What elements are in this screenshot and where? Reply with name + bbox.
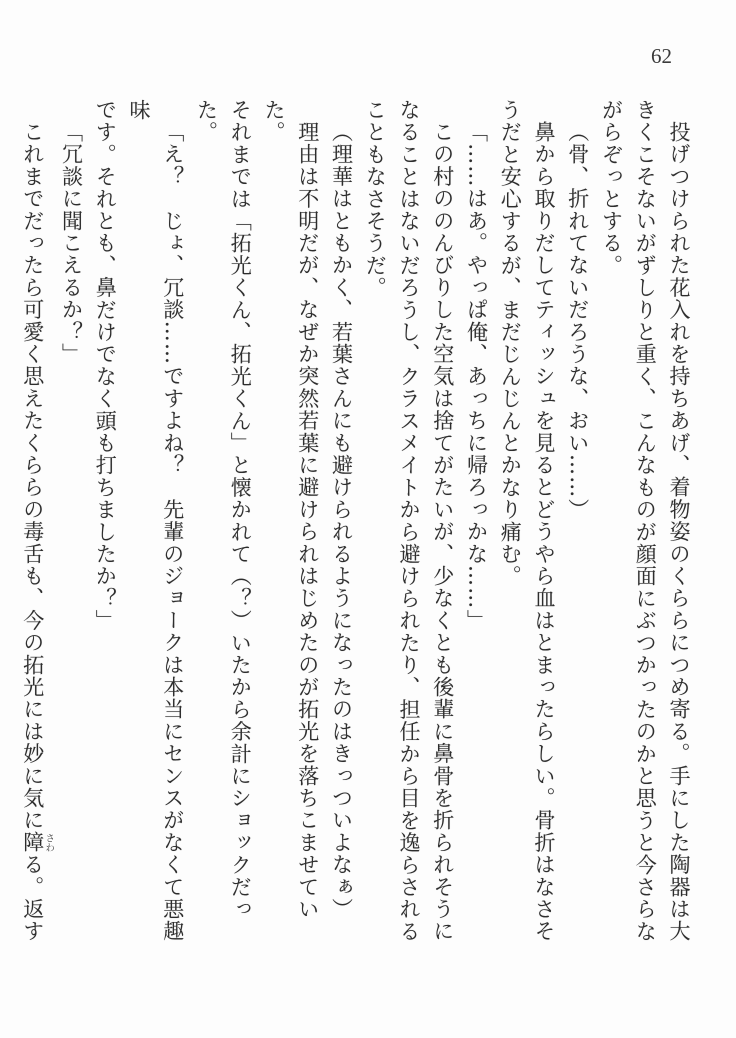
text-line-12: 理由は不明だが、なぜか突然若葉に避けられはじめたのが拓光を落ちこませていた。 [262, 99, 320, 921]
text-line-17: これまでだったら可愛く思えたくららの毒舌も、今の拓光には妙に気に障さわる。返す [20, 121, 55, 943]
text-line-14: 「え？ じょ、冗談……ですよね？ 先輩のジョークは本当にセンスがなくて悪趣味 [127, 99, 185, 943]
text-line-10: こともなさそうだ。 [363, 99, 388, 299]
text-line-2: きくこそないがずしりと重く、こんなものが顔面にぶつかったのかと思うと今さらな [633, 99, 658, 943]
text-line-13: それまでは「拓光くん、拓光くん」と懐かれて（？）いたから余計にショックだった。 [194, 99, 253, 921]
text-line-11: （理華はともかく、若葉さんにも避けられるようになったのはきっついよなぁ） [329, 121, 354, 921]
ruby-annotated-character: 障さわ [20, 831, 55, 854]
text-line-1: 投げつけられた花入れを持ちあげ、着物姿のくららにつめ寄る。手にした陶器は大 [667, 121, 691, 943]
page-number: 62 [651, 44, 672, 68]
text-line-8: この村ののんびりした空気は捨てがたいが、少なくとも後輩に鼻骨を折られそうに [430, 121, 455, 943]
text-line-15: です。それとも、鼻だけでなく頭も打ちましたか？」 [93, 99, 118, 632]
text-line-7: 「……はあ。やっぱ俺、あっちに帰ろっかな……」 [464, 121, 489, 632]
text-line-16: 「冗談に聞こえるか？」 [59, 121, 84, 366]
text-line-9: なることはないだろうし、クラスメイトから避けられたり、担任から目を逸らされる [397, 99, 421, 943]
text-line-5: 鼻から取りだしてティッシュを見るとどうやら血はとまったらしい。骨折はなさそ [532, 121, 556, 943]
text-line-6: うだと安心するが、まだじんじんとかなり痛む。 [498, 99, 523, 588]
text-line-3: がらぞっとする。 [599, 99, 624, 277]
text-block [15, 99, 695, 963]
text-line-4: （骨、折れてないだろうな、おい……） [565, 121, 590, 521]
